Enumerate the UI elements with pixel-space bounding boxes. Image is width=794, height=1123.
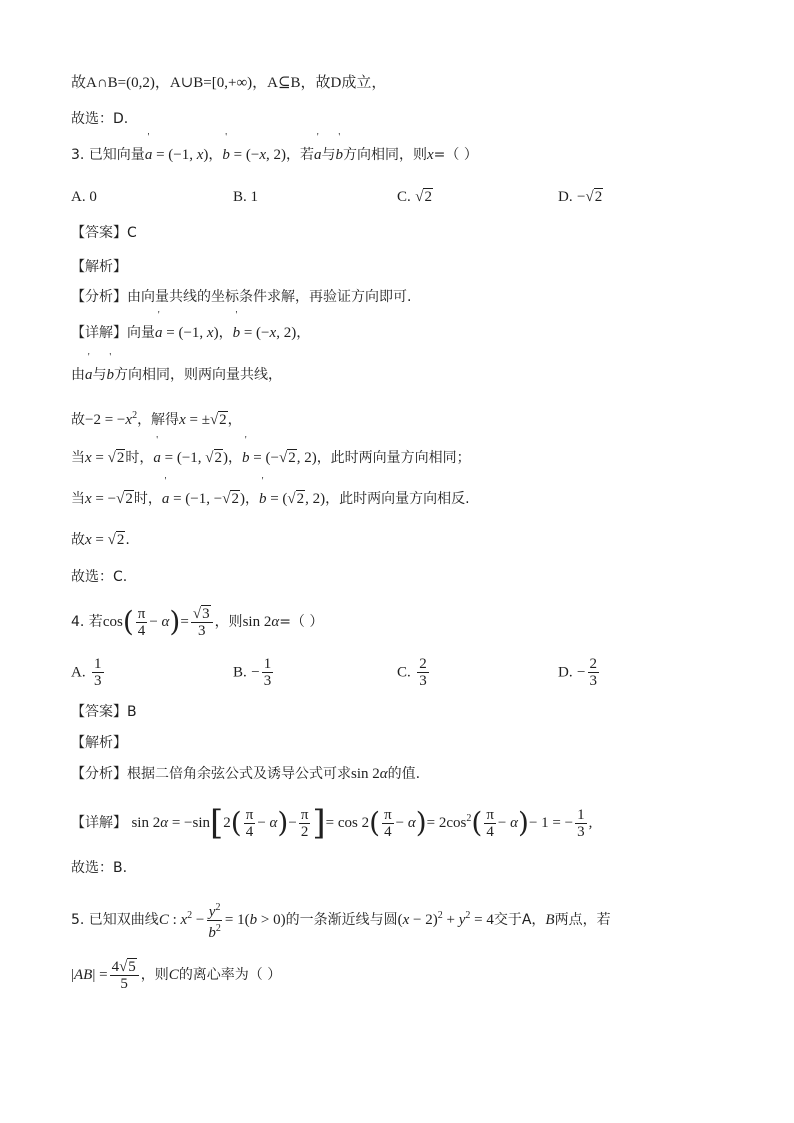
- q3-case-negative: 当x = −√2时，a ' = (−1, −√2)，b ' = (√2, 2)，此时两向量方向相反.: [71, 476, 470, 507]
- q3-answer: 【答案】C: [71, 225, 137, 241]
- q4-option-d: D. − $\frac{2}{3}$: [558, 656, 598, 689]
- q4-fenxi: 【分析】根据二倍角余弦公式及诱导公式可求sin 2α的值.: [71, 766, 421, 782]
- q4-detail: 【详解】 sin 2α = −sin[2( $\frac{\pi}{4}$ − α)− $\frac{\pi}{2}$ ]= cos 2( $\frac{\pi}{4}$ − $\alpha)= 2\cos^2$( $\frac{\pi}{4}$ − α)− 1 = − $\frac{1}{3}$ ,: [71, 803, 593, 843]
- q4-analysis: 【解析】: [71, 735, 127, 751]
- q5-stem: 5. 已知双曲线C : $x^2$ − $\frac{y^2}{b^2}$ = 1(b > 0)的一条渐近线与圆$(x - 2)^2 + y^2 = 4$交于A，B两点，若: [71, 901, 611, 941]
- q4-stem: 4. 若cos( $\frac{\pi}{4}$ − α)= $\frac{√3}{3}$ ，则sin 2α=（ ）: [71, 605, 324, 639]
- q3-option-b: B. 1: [233, 189, 259, 205]
- q4-option-c: C. $\frac{2}{3}$: [397, 656, 427, 689]
- q3-analysis: 【解析】: [71, 259, 127, 275]
- q4-option-b: B. − $\frac{1}{3}$: [233, 656, 272, 689]
- q3-option-c: C. √2: [397, 189, 432, 205]
- q3-detail: 【详解】向量a ' = (−1, x)，b ' = (−x, 2)，: [71, 310, 311, 341]
- q3-stem: 3. 已知向量a ' = (−1, x)，b ' = (−x, 2)，若a ' 与b ' 方向相同，则x=（ ）: [71, 132, 478, 163]
- q3-fenxi: 【分析】由向量共线的坐标条件求解，再验证方向即可.: [71, 289, 412, 305]
- q3-collinear: 由a ' 与b ' 方向相同，则两向量共线，: [71, 352, 282, 383]
- q3-option-d: D. −√2: [558, 189, 603, 205]
- q3-solve: 故$-2 = -x^2$，解得x = ±√2，: [71, 410, 242, 428]
- q3-choose: 故选：C.: [71, 569, 128, 585]
- prev-conclusion-text: 故A∩B=(0,2)，A∪B=[0,+∞)，A⊆B，故D成立，: [71, 75, 387, 91]
- q4-choose: 故选：B.: [71, 860, 128, 876]
- q3-case-positive: 当x = √2时，a ' = (−1, √2)，b ' = (−√2, 2)，此时两向量方向相同；: [71, 435, 471, 466]
- q3-option-a: A. 0: [71, 189, 97, 205]
- prev-choose: 故选：D.: [71, 111, 129, 127]
- q4-answer: 【答案】B: [71, 704, 137, 720]
- q5-stem-line2: |AB| = $\frac{4√5}{5}$ ，则C的离心率为（ ）: [71, 958, 282, 992]
- prev-conclusion: [71, 72, 386, 94]
- q3-conclusion: 故x = √2.: [71, 532, 130, 548]
- q4-option-a: A. $\frac{1}{3}$: [71, 656, 102, 689]
